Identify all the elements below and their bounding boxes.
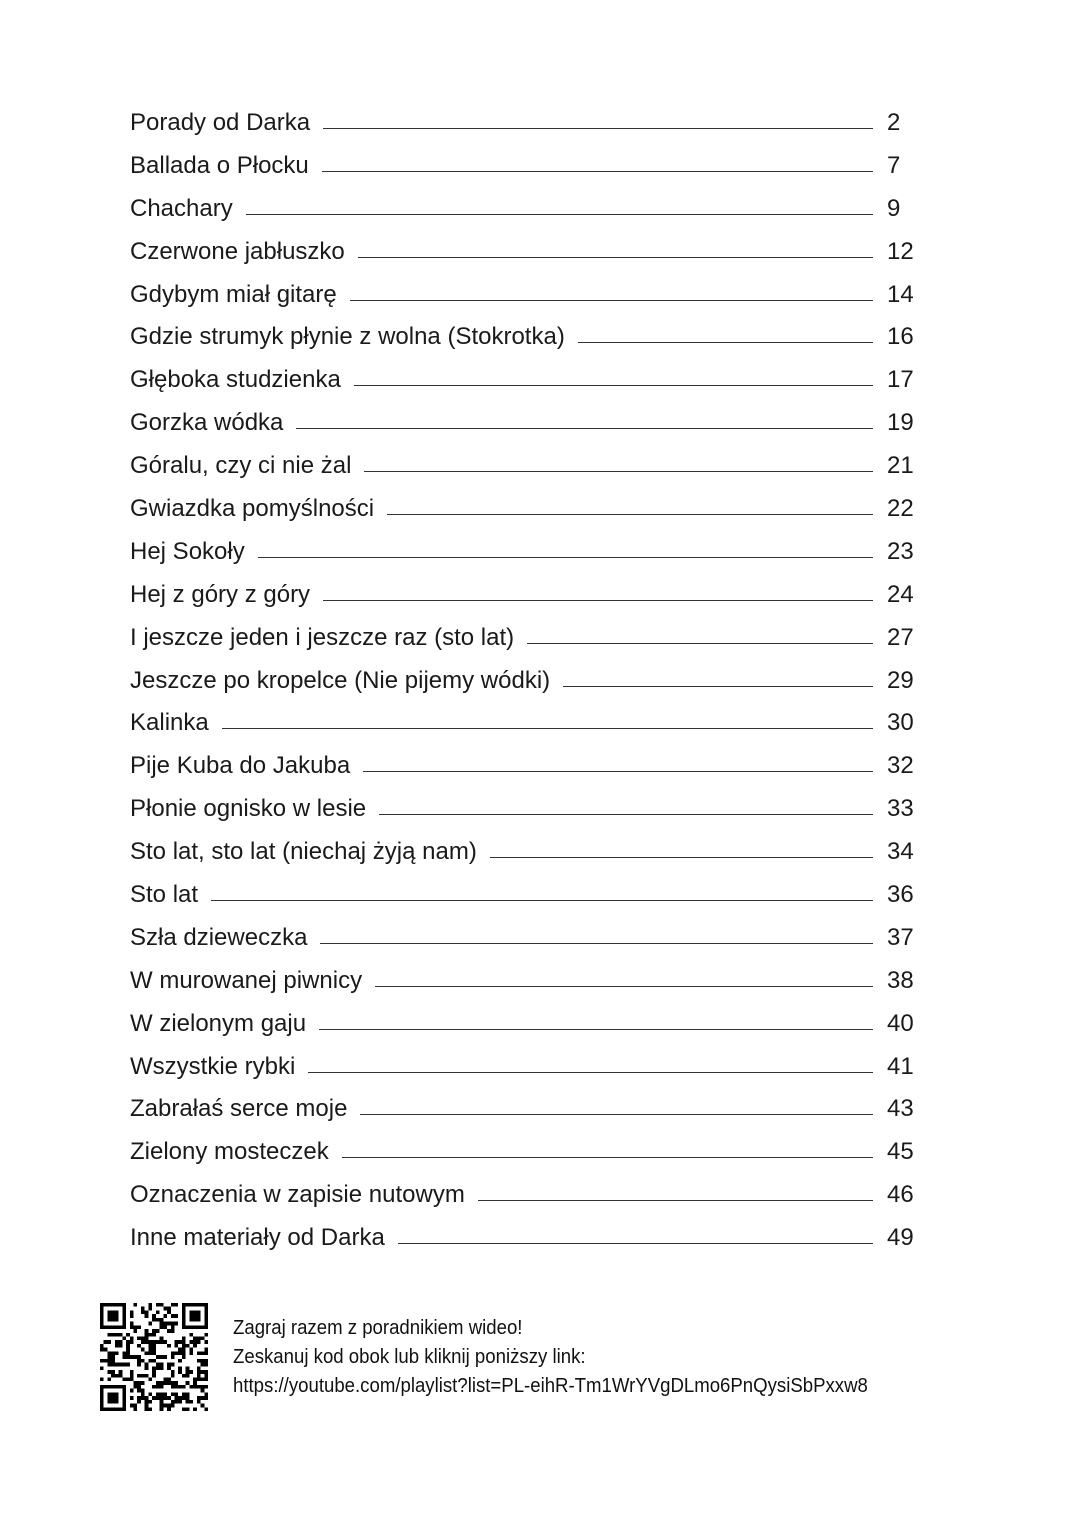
- toc-leader-line: [527, 643, 873, 644]
- toc-entry[interactable]: [130, 746, 915, 789]
- toc-entry-title: Ballada o Płocku: [130, 151, 309, 179]
- toc-entry-page: 2: [887, 109, 901, 136]
- toc-entry-title: Głęboka studzienka: [130, 366, 341, 394]
- toc-entry[interactable]: [130, 1132, 915, 1175]
- toc-entry-page: 24: [887, 580, 914, 608]
- toc-entry-title: Gdzie strumyk płynie z wolna (Stokrotka): [130, 323, 565, 351]
- toc-leader-line: [364, 471, 873, 472]
- toc-entry-page: 30: [887, 709, 914, 737]
- toc-entry[interactable]: [130, 103, 915, 146]
- toc-entry[interactable]: [130, 1047, 915, 1090]
- toc-entry[interactable]: [130, 360, 915, 403]
- toc-leader-line: [211, 900, 873, 901]
- toc-entry-title: Pije Kuba do Jakuba: [130, 752, 351, 780]
- qr-code-icon[interactable]: [100, 1303, 208, 1411]
- toc-entry-title: Szła dzieweczka: [130, 923, 308, 951]
- toc-entry-title: Gwiazdka pomyślności: [130, 495, 375, 523]
- toc-entry-page: 27: [887, 623, 914, 651]
- toc-entry-title: Gorzka wódka: [130, 409, 284, 437]
- promo-line-1: Zagraj razem z poradnikiem wideo!: [233, 1316, 523, 1339]
- toc-entry[interactable]: [130, 317, 915, 360]
- toc-leader-line: [490, 857, 873, 858]
- toc-leader-line: [478, 1200, 873, 1201]
- toc-entry-page: 23: [887, 537, 914, 565]
- toc-leader-line: [375, 986, 873, 987]
- toc-entry-title: W zielonym gaju: [130, 1009, 307, 1037]
- toc-entry-page: 33: [887, 795, 914, 823]
- toc-entry-page: 22: [887, 495, 914, 523]
- toc-entry[interactable]: [130, 575, 915, 618]
- toc-leader-line: [363, 771, 873, 772]
- toc-entry-title: Zabrałaś serce moje: [130, 1095, 348, 1123]
- toc-leader-line: [323, 128, 873, 129]
- toc-leader-line: [319, 1029, 873, 1030]
- video-promo: [100, 1303, 916, 1411]
- toc-leader-line: [350, 300, 873, 301]
- toc-entry-title: Sto lat: [130, 881, 199, 909]
- toc-entry-title: Hej Sokoły: [130, 537, 245, 565]
- toc-entry-page: 41: [887, 1052, 914, 1080]
- toc-entry-title: Płonie ognisko w lesie: [130, 795, 367, 823]
- toc-entry[interactable]: [130, 703, 915, 746]
- toc-entry-title: Zielony mosteczek: [130, 1138, 329, 1166]
- toc-entry-page: 40: [887, 1009, 914, 1037]
- toc-entry[interactable]: [130, 961, 915, 1004]
- toc-entry[interactable]: [130, 875, 915, 918]
- toc-leader-line: [322, 171, 873, 172]
- toc-entry[interactable]: [130, 403, 915, 446]
- toc-leader-line: [379, 814, 873, 815]
- toc-entry-title: Inne materiały od Darka: [130, 1224, 385, 1252]
- toc-entry[interactable]: [130, 789, 915, 832]
- toc-entry[interactable]: [130, 1175, 915, 1218]
- toc-entry-page: 29: [887, 666, 914, 694]
- toc-entry[interactable]: [130, 189, 915, 232]
- toc-leader-line: [563, 686, 873, 687]
- toc-entry[interactable]: [130, 1218, 915, 1261]
- promo-line-2: Zeskanuj kod obok lub kliknij poniższy link:: [233, 1345, 586, 1368]
- toc-entry-title: Wszystkie rybki: [130, 1052, 296, 1080]
- toc-entry-title: W murowanej piwnicy: [130, 966, 363, 994]
- toc-entry-page: 21: [887, 452, 914, 480]
- toc-leader-line: [387, 514, 873, 515]
- toc-entry-page: 34: [887, 838, 914, 866]
- toc-entry[interactable]: [130, 618, 915, 661]
- toc-entry-page: 38: [887, 966, 914, 994]
- toc-entry-page: 43: [887, 1095, 914, 1123]
- toc-entry-page: 19: [887, 409, 914, 437]
- toc-entry-title: I jeszcze jeden i jeszcze raz (sto lat): [130, 623, 515, 651]
- toc-entry[interactable]: [130, 146, 915, 189]
- toc-leader-line: [360, 1114, 873, 1115]
- toc-leader-line: [320, 943, 873, 944]
- toc-entry-title: Jeszcze po kropelce (Nie pijemy wódki): [130, 666, 551, 694]
- toc-leader-line: [222, 728, 873, 729]
- playlist-link[interactable]: https://youtube.com/playlist?list=PL-eihR-Tm1WrYVgDLmo6PnQysiSbPxxw8: [233, 1374, 868, 1397]
- toc-entry-title: Oznaczenia w zapisie nutowym: [130, 1181, 465, 1209]
- toc-entry[interactable]: [130, 275, 915, 318]
- toc-entry-page: 14: [887, 280, 914, 308]
- toc-entry[interactable]: [130, 661, 915, 704]
- toc-entry-title: Hej z góry z góry: [130, 580, 311, 608]
- toc-entry[interactable]: [130, 832, 915, 875]
- toc-entry-title: Czerwone jabłuszko: [130, 237, 345, 265]
- toc-entry-page: 32: [887, 752, 914, 780]
- toc-entry-page: 36: [887, 881, 914, 909]
- toc-entry-page: 17: [887, 366, 914, 394]
- toc-entry-title: Chachary: [130, 194, 233, 222]
- toc-leader-line: [246, 214, 873, 215]
- toc-entry-page: 46: [887, 1181, 914, 1209]
- toc-entry-title: Góralu, czy ci nie żal: [130, 452, 352, 480]
- toc-entry[interactable]: [130, 918, 915, 961]
- toc-entry[interactable]: [130, 489, 915, 532]
- toc-entry[interactable]: [130, 1004, 915, 1047]
- toc-leader-line: [308, 1072, 873, 1073]
- toc-entry-title: Kalinka: [130, 709, 209, 737]
- toc-leader-line: [258, 557, 873, 558]
- toc-entry-title: Sto lat, sto lat (niechaj żyją nam): [130, 838, 477, 866]
- toc-entry[interactable]: [130, 532, 915, 575]
- toc-leader-line: [296, 428, 873, 429]
- video-promo-text: [233, 1314, 868, 1401]
- toc-leader-line: [358, 257, 873, 258]
- toc-entry[interactable]: [130, 446, 915, 489]
- toc-entry-title: Gdybym miał gitarę: [130, 280, 337, 308]
- toc-entry-title: Porady od Darka: [130, 109, 311, 136]
- toc-leader-line: [354, 385, 873, 386]
- toc-entry-page: 37: [887, 923, 914, 951]
- toc-entry-page: 49: [887, 1224, 914, 1252]
- table-of-contents: [130, 103, 915, 1261]
- toc-leader-line: [578, 342, 873, 343]
- toc-entry-page: 45: [887, 1138, 914, 1166]
- toc-entry[interactable]: [130, 232, 915, 275]
- toc-leader-line: [323, 600, 873, 601]
- toc-leader-line: [342, 1157, 873, 1158]
- toc-entry-page: 12: [887, 237, 914, 265]
- toc-entry-page: 9: [887, 194, 901, 222]
- toc-leader-line: [398, 1243, 873, 1244]
- toc-entry-page: 7: [887, 151, 901, 179]
- toc-entry-page: 16: [887, 323, 914, 351]
- toc-entry[interactable]: [130, 1089, 915, 1132]
